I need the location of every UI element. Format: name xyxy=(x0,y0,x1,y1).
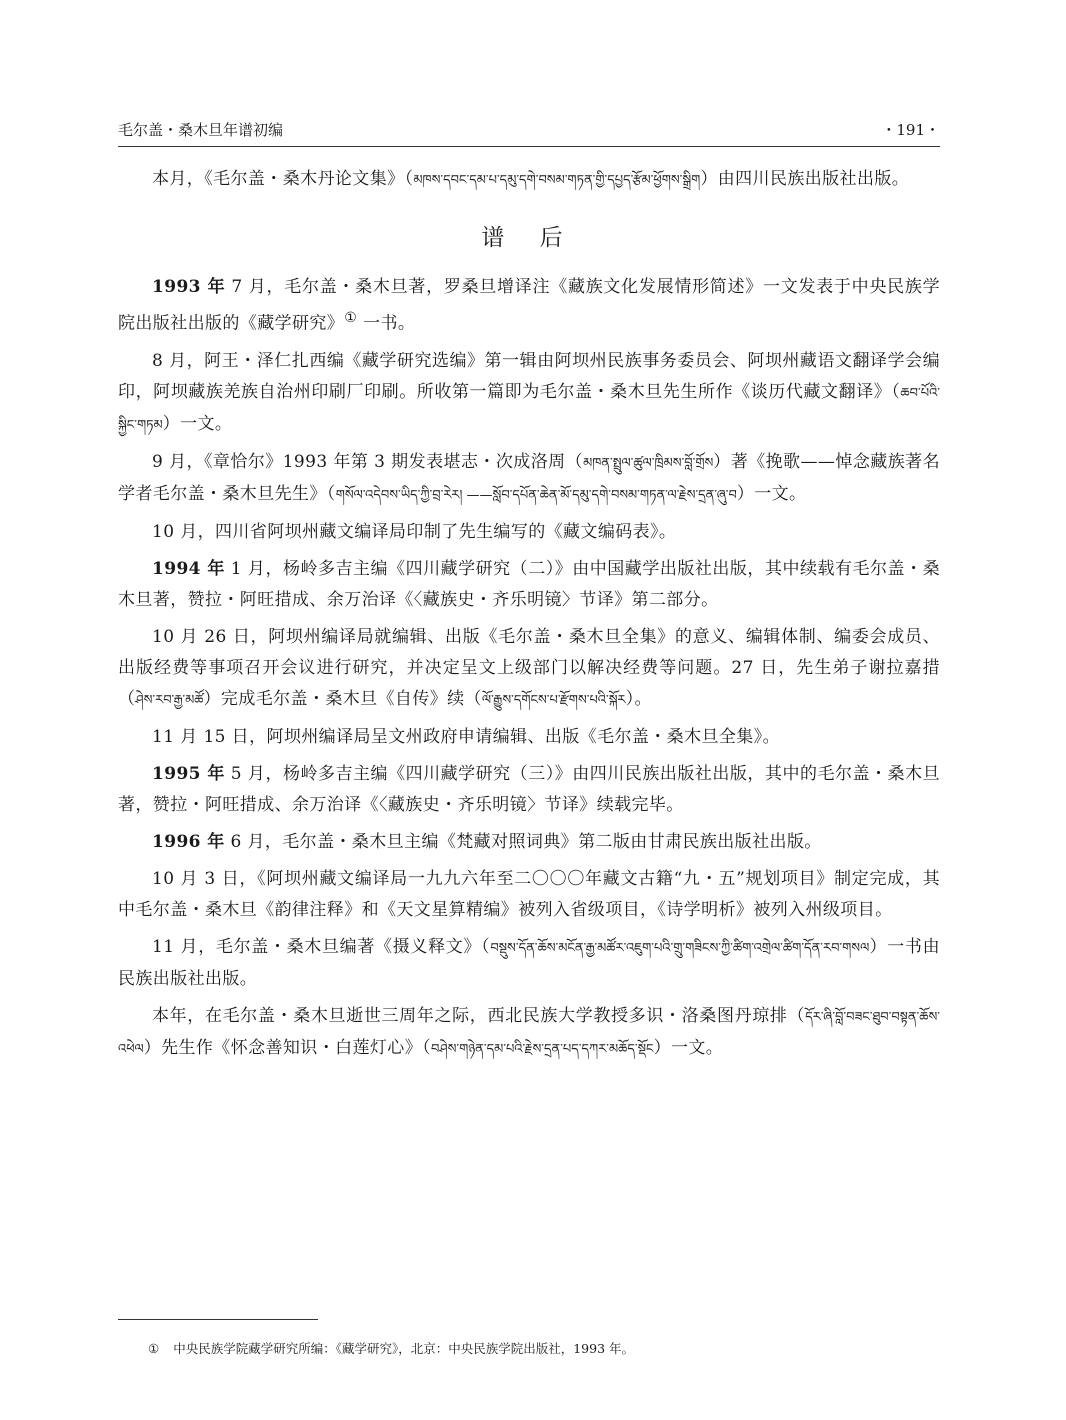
page-number: ・191・ xyxy=(881,121,940,139)
tibetan-title: བཤེས་གཉེན་དམ་པའི་རྗེས་དྲན་པད་དཀར་མཆོད་སྡོང xyxy=(431,1041,654,1057)
text-span: 6 月，毛尔盖・桑木旦主编《梵藏对照词典》第二版由甘肃民族出版社出版。 xyxy=(224,831,822,852)
entry-1995-may xyxy=(118,759,940,821)
text-span: ）一书由民族出版社出版。 xyxy=(118,936,940,989)
text-span: 1 月，杨岭多吉主编《四川藏学研究（二）》由中国藏学出版社出版，其中续载有毛尔盖・桑木旦著，赞拉・阿旺措成、余万治译《〈藏族史・齐乐明镜〉节译》第二部分。 xyxy=(118,558,940,610)
tibetan-title: བསྡུས་དོན་ཆོས་མངོན་རྒྱ་མཚོར་འཇུག་པའི་གྲུ་གཟིངས་ཀྱི་ཚིག་འགྲེལ་ཚིག་དོན་རབ་གསལ xyxy=(490,940,870,956)
footnote-ref[interactable]: ① xyxy=(344,310,358,326)
page-body xyxy=(118,164,940,1071)
entry-1993-july xyxy=(118,272,940,340)
tibetan-title: ལོ་རྒྱུས་དགོངས་པ་རྫོགས་པའི་སྐོར xyxy=(481,692,626,708)
text-span: ）完成毛尔盖・桑木旦《自传》续（ xyxy=(203,688,482,709)
text-span: ）一文。 xyxy=(653,1037,724,1058)
entry-1994-jan xyxy=(118,554,940,616)
year-label: 1993 年 xyxy=(152,277,226,297)
footnote-rule xyxy=(118,1319,318,1320)
tibetan-title: གསོལ་འདེབས་ཡིད་ཀྱི་བྲ་རེར། ——སློབ་དཔོན་ཆེན་མོ་དམུ་དགེ་བསམ་གཏན་ལ་རྗེས་དྲན་ཞུ་བ xyxy=(335,487,737,503)
entry-1996-nov xyxy=(118,932,940,995)
header-rule xyxy=(118,146,940,147)
entry-1993-sep xyxy=(118,447,940,511)
entry-1996-year xyxy=(118,1001,940,1065)
tibetan-title: ཆབ་པོའི་སྐྱིང་གཏམ xyxy=(118,385,940,433)
text-span: 本年，在毛尔盖・桑木旦逝世三周年之际，西北民族大学教授多识・洛桑图丹琼排（ xyxy=(152,1005,806,1026)
text-span: 一书。 xyxy=(357,313,416,334)
tibetan-name: ཤེས་རབ་རྒྱ་མཚོ xyxy=(135,692,204,708)
year-label: 1995 年 xyxy=(152,763,225,784)
footnote xyxy=(148,1339,928,1359)
text-span: 8 月，阿王・泽仁扎西编《藏学研究选编》第一辑由阿坝州民族事务委员会、阿坝州藏语文翻译学会编印，阿坝藏族羌族自治州印刷厂印刷。所收第一篇即为毛尔盖・桑木旦先生所作《谈历代藏文翻译》（ xyxy=(118,350,940,402)
text-span: ）由四川民族出版社出版。 xyxy=(700,169,910,189)
text-span: 本月，《毛尔盖・桑木丹论文集》（ xyxy=(152,169,414,189)
entry-1996-oct: 10 月 3 日，《阿坝州藏文编译局一九九六年至二〇〇〇年藏文古籍“九・五”规划项目》制定完成，其中毛尔盖・桑木旦《韵律注释》和《天文星算精编》被列入省级项目，《诗学明析》被列入州级项目。 xyxy=(118,868,940,920)
year-label: 1994 年 xyxy=(152,558,225,579)
intro-paragraph xyxy=(118,164,940,196)
text-span: 11 月，毛尔盖・桑木旦编著《摄义释文》（ xyxy=(152,936,491,957)
running-header xyxy=(118,119,940,141)
tibetan-name: མཁན་སྤྲུལ་ཚུལ་ཁྲིམས་བློ་གྲོས xyxy=(583,455,714,471)
running-title: 毛尔盖・桑木旦年谱初编 xyxy=(118,121,284,139)
footnote-mark: ① xyxy=(148,1341,160,1356)
tibetan-title: མཁས་དབང་དམ་པ་དམུ་དགེ་བསམ་གཏན་གྱི་དཔྱད་རྩོམ་ཕྱོགས་སྒྲིག xyxy=(413,173,701,188)
section-heading: 谱 后 xyxy=(481,225,577,251)
year-label: 1996 年 xyxy=(152,831,225,852)
footnote-text: 中央民族学院藏学研究所编：《藏学研究》，北京：中央民族学院出版社，1993 年。 xyxy=(173,1341,635,1356)
text-span: ）一文。 xyxy=(162,413,233,434)
text-span: ）。 xyxy=(625,688,652,709)
entry-1993-aug xyxy=(118,346,940,441)
text-span: 10 月 26 日，阿坝州编译局就编辑、出版《毛尔盖・桑木旦全集》的意义、编辑体制、编委会成员、出版经费等事项召开会议进行研究，并决定呈文上级部门以解决经费等问题。27 日，先生弟子谢拉嘉措（ xyxy=(118,626,940,709)
text-span: ）先生作《怀念善知识・白莲灯心》（ xyxy=(143,1037,432,1058)
entry-1993-oct: 10 月，四川省阿坝州藏文编译局印制了先生编写的《藏文编码表》。 xyxy=(152,521,677,542)
entry-1996-jun xyxy=(118,827,940,858)
tibetan-name: དོར་ཞི་བློ་བཟང་ཐུབ་བསྟན་ཆོས་འཕེལ xyxy=(118,1009,940,1057)
text-span: ）一文。 xyxy=(736,483,807,504)
text-span: ）著《挽歌——悼念藏族著名学者毛尔盖・桑木旦先生》（ xyxy=(118,451,940,504)
text-span: 7 月，毛尔盖・桑木旦著，罗桑旦增译注《藏族文化发展情形简述》一文发表于中央民族学院出版社出版的《藏学研究》 xyxy=(118,277,940,334)
text-span: 5 月，杨岭多吉主编《四川藏学研究（三）》由四川民族出版社出版，其中的毛尔盖・桑木旦著，赞拉・阿旺措成、余万治译《〈藏族史・齐乐明镜〉节译》续载完毕。 xyxy=(118,763,940,815)
text-span: 9 月，《章恰尔》1993 年第 3 期发表堪志・次成洛周（ xyxy=(152,451,584,472)
entry-1994-nov: 11 月 15 日，阿坝州编译局呈文州政府申请编辑、出版《毛尔盖・桑木旦全集》。 xyxy=(152,726,780,747)
entry-1994-oct xyxy=(118,622,940,716)
